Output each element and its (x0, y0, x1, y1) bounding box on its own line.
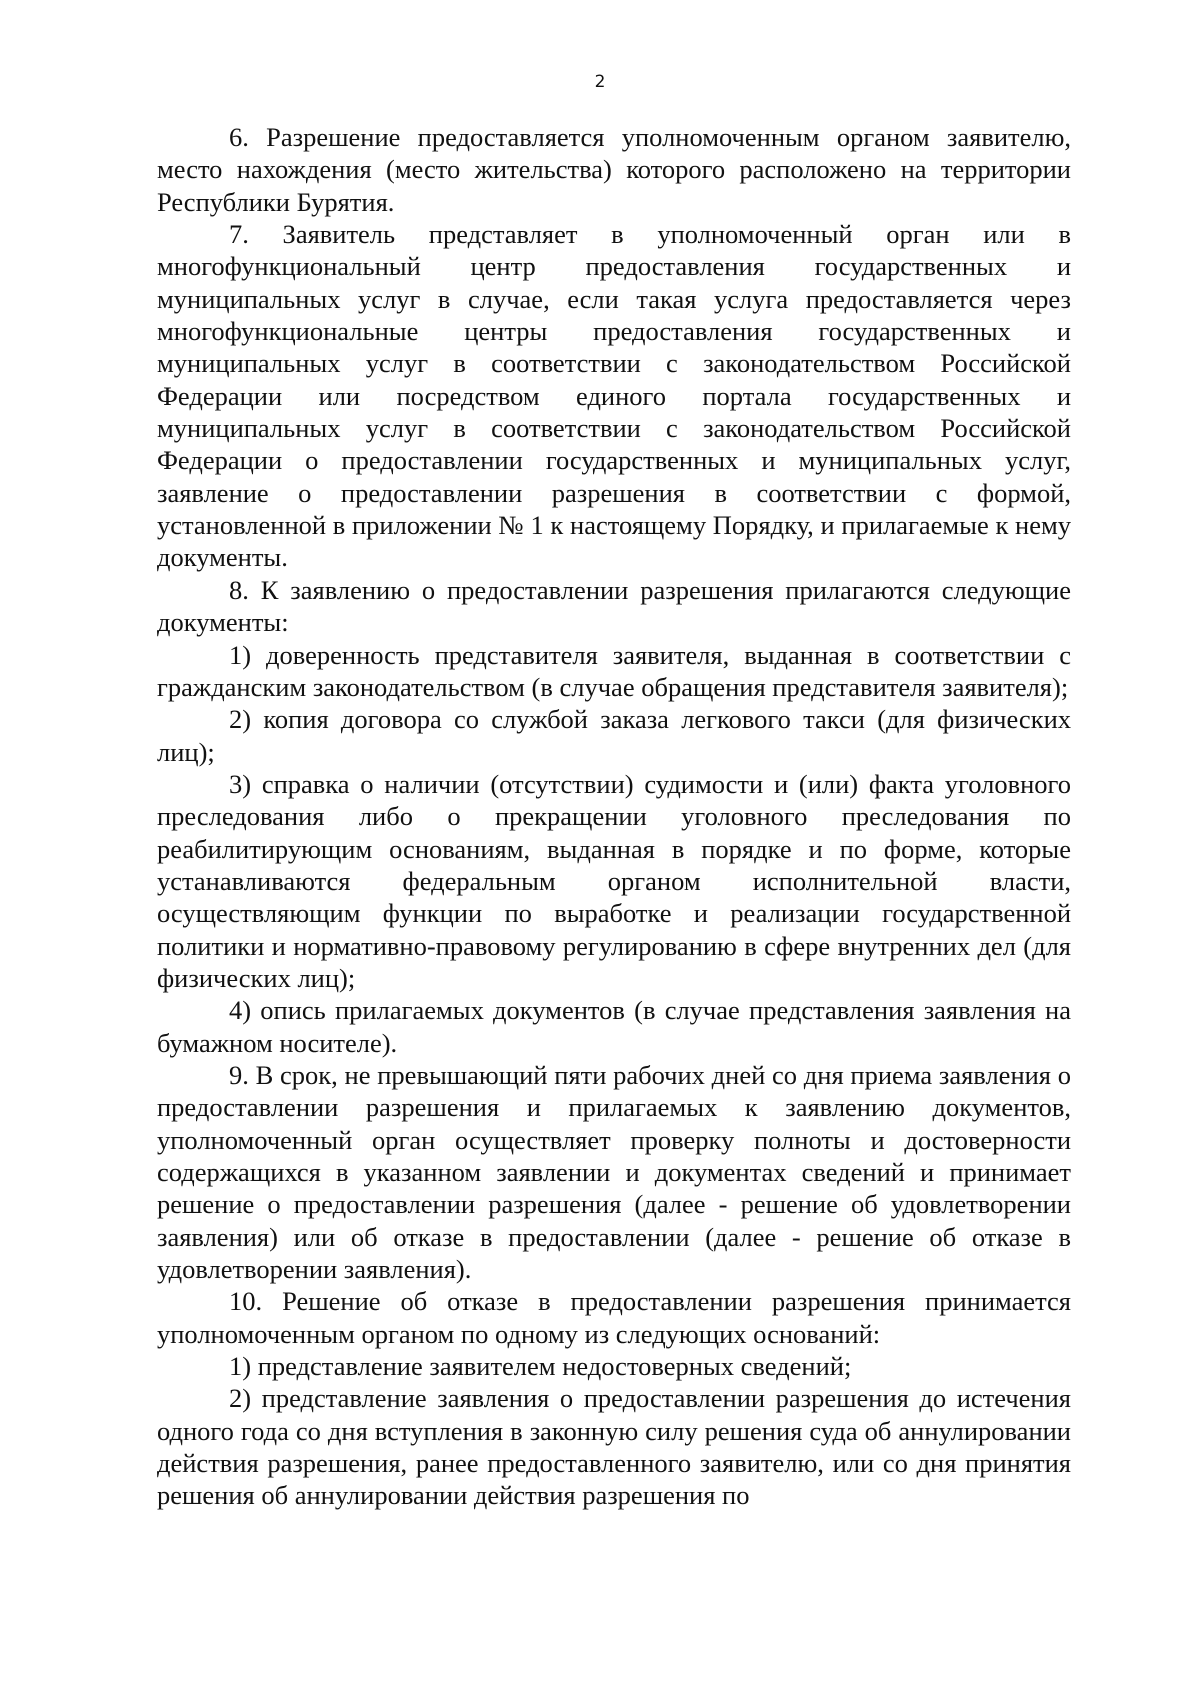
paragraph-9: 9. В срок, не превышающий пяти рабочих дней со дня приема заявления о предоставлении разрешения и прилагаемых к заявлению документов, уполномоченный орган осуществляет проверку полноты и достоверности содержащихся в указанном заявлении и документах сведений и принимает решение о предоставлении разрешения (далее - решение об удовлетворении заявления) или об отказе в предоставлении (далее - решение об отказе в удовлетворении заявления). (157, 1059, 1071, 1285)
page-number: 2 (594, 72, 606, 92)
paragraph-8-item-1: 1) доверенность представителя заявителя, выданная в соответствии с гражданским законодательством (в случае обращения представителя заявителя); (157, 639, 1071, 702)
document-body (157, 121, 1071, 1512)
paragraph-8-item-3: 3) справка о наличии (отсутствии) судимости и (или) факта уголовного преследования либо о прекращении уголовного преследования по реабилитирующим основаниям, выданная в порядке и по форме, которые устанавливаются федеральным органом исполнительной власти, осуществляющим функции по выработке и реализации государственной политики и нормативно-правовому регулированию в сфере внутренних дел (для физических лиц); (157, 768, 1071, 993)
paragraph-8: 8. К заявлению о предоставлении разрешения прилагаются следующие документы: (157, 574, 1071, 638)
paragraph-10-item-2: 2) представление заявления о предоставлении разрешения до истечения одного года со дня вступления в законную силу решения суда об аннулировании действия разрешения, ранее предоставленного заявителю, или со дня принятия решения об аннулировании действия разрешения по (157, 1383, 1071, 1511)
paragraph-8-item-4: 4) опись прилагаемых документов (в случае представления заявления на бумажном носителе). (157, 995, 1071, 1058)
paragraph-10-item-1: 1) представление заявителем недостоверных сведений; (229, 1351, 852, 1382)
paragraph-6: 6. Разрешение предоставляется уполномоченным органом заявителю, место нахождения (место жительства) которого расположено на территории Республики Бурятия. (157, 122, 1071, 217)
paragraph-8-item-2: 2) копия договора со службой заказа легкового такси (для физических лиц); (157, 704, 1071, 767)
paragraph-10: 10. Решение об отказе в предоставлении разрешения принимается уполномоченным органом по одному из следующих оснований: (157, 1286, 1071, 1349)
paragraph-7: 7. Заявитель представляет в уполномоченный орган или в многофункциональный центр предоставления государственных и муниципальных услуг в случае, если такая услуга предоставляется через многофункциональные центры предоставления государственных и муниципальных услуг в соответствии с законодательством Российской Федерации или посредством единого портала государственных и муниципальных услуг в соответствии с законодательством Российской Федерации о предоставлении государственных и муниципальных услуг, заявление о предоставлении разрешения в соответствии с формой, установленной в приложении № 1 к настоящему Порядку, и прилагаемые к нему документы. (157, 219, 1071, 573)
